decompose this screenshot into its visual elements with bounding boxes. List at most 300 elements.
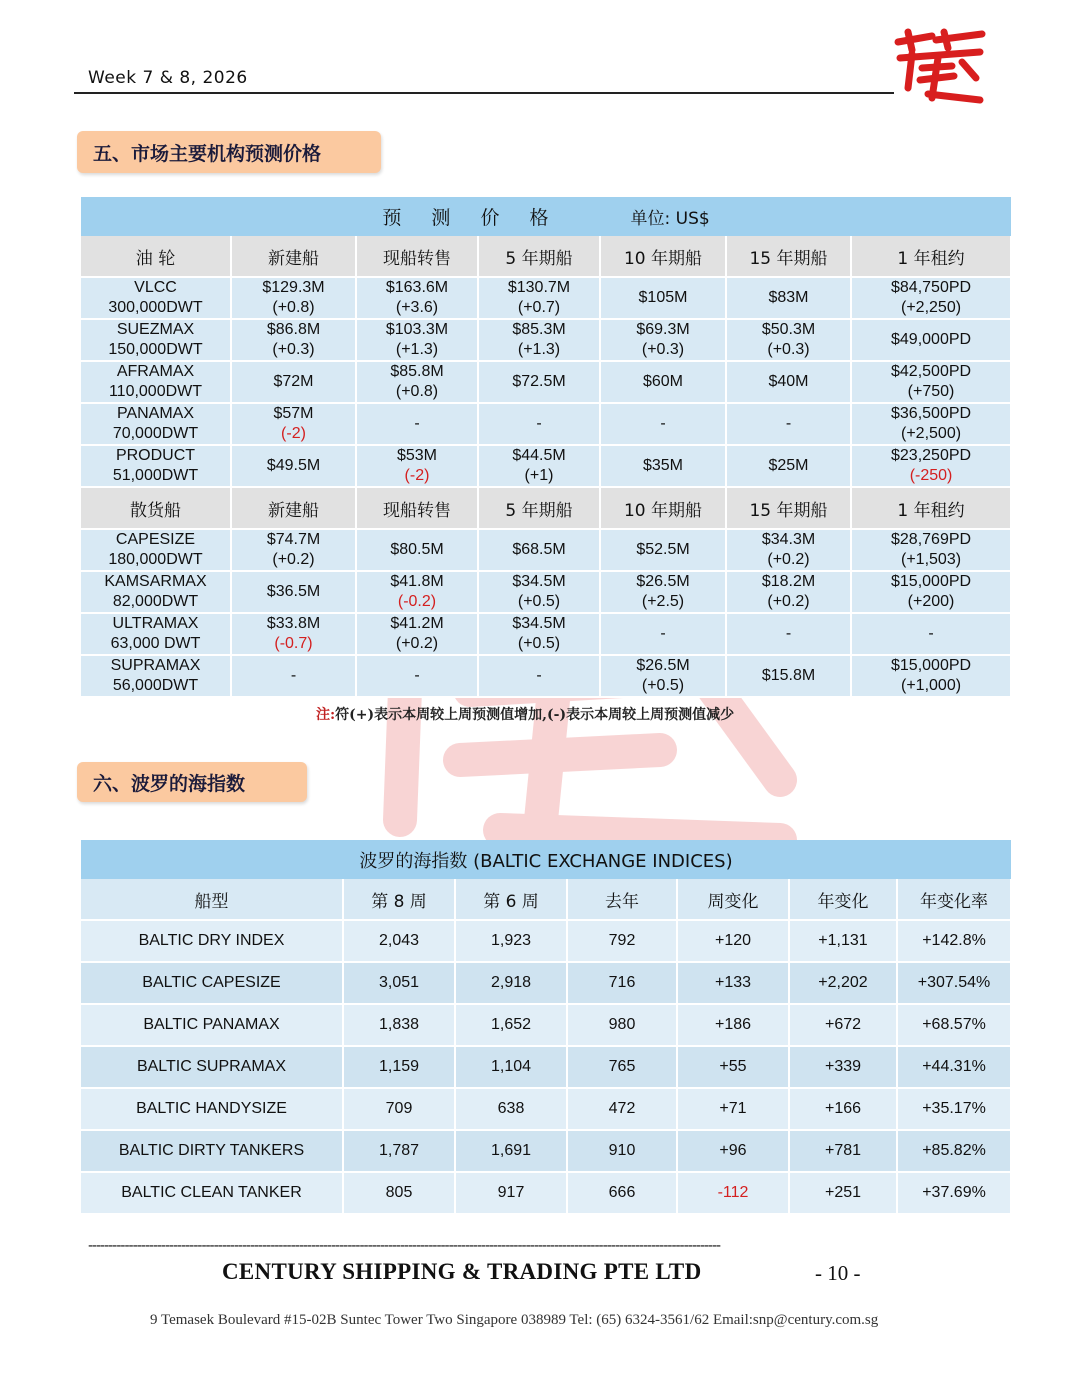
bulk-row [81, 529, 1011, 571]
report-week: Week 7 & 8, 2026 [88, 68, 248, 88]
cell-line: $130.7M [507, 279, 571, 296]
cell-line: $129.3M [262, 279, 325, 296]
cell-line: +672 [824, 1016, 862, 1033]
table-cell [455, 1172, 567, 1214]
cell-line: 472 [608, 1100, 636, 1117]
cell-line: BALTIC DIRTY TANKERS [118, 1142, 305, 1159]
table-cell [897, 1004, 1011, 1046]
cell-line: 1,787 [378, 1142, 420, 1159]
table-cell [356, 529, 478, 571]
cell-line: $35M [642, 457, 684, 474]
table-cell [231, 655, 356, 697]
cell-line: $26.5M [636, 657, 690, 674]
table-cell [851, 529, 1011, 571]
table-cell [567, 1046, 677, 1088]
column-header [600, 487, 726, 529]
cell-line: (-2) [404, 467, 430, 484]
column-header [851, 236, 1011, 277]
table-cell [478, 277, 600, 319]
cell-line: $41.2M [390, 615, 444, 632]
cell-line: +68.57% [922, 1016, 986, 1033]
table-cell [231, 529, 356, 571]
table-cell [726, 613, 851, 655]
cell-line: $103.3M [385, 321, 449, 338]
cell-line: $44.5M [512, 447, 566, 464]
baltic-row [81, 962, 1011, 1004]
cell-line: (+0.3) [272, 341, 315, 358]
cell-line: (+1.3) [395, 341, 439, 358]
table-cell [600, 655, 726, 697]
column-header [478, 487, 600, 529]
table-cell [677, 1046, 789, 1088]
cell-line: $68.5M [512, 541, 566, 558]
company-logo-icon [892, 28, 988, 104]
column-header [851, 487, 1011, 529]
table-cell [478, 613, 600, 655]
table-cell [81, 962, 343, 1004]
table-cell [478, 571, 600, 613]
cell-line: 第 8 周 [371, 891, 427, 912]
tanker-row [81, 319, 1011, 361]
cell-line: $80.5M [390, 541, 444, 558]
cell-line: $53M [396, 447, 438, 464]
cell-line: (+200) [907, 593, 955, 610]
table-cell [726, 403, 851, 445]
table-cell [600, 613, 726, 655]
tanker-row [81, 403, 1011, 445]
tanker-row [81, 361, 1011, 403]
cell-line: CAPESIZE [115, 531, 196, 548]
bulk-header-row [81, 487, 1011, 529]
table-cell [455, 1130, 567, 1172]
table-cell [81, 655, 231, 697]
cell-line: SUPRAMAX [110, 657, 201, 674]
cell-line: BALTIC PANAMAX [143, 1016, 280, 1033]
company-address: 9 Temasek Boulevard #15-02B Suntec Tower Two Singapore 038989 Tel: (65) 6324-3561/62 Email:snp@century.com.sg [150, 1312, 879, 1328]
cell-line: BALTIC CAPESIZE [142, 974, 281, 991]
cell-line: 805 [385, 1184, 413, 1201]
cell-line: (+0.3) [641, 341, 685, 358]
table-cell [677, 962, 789, 1004]
cell-line: 2,043 [378, 932, 420, 949]
cell-line: $40M [768, 373, 809, 390]
cell-line: - [536, 667, 542, 684]
table-cell [851, 445, 1011, 487]
cell-line: 2,918 [490, 974, 532, 991]
column-header [81, 236, 231, 277]
cell-line: (-2) [281, 425, 306, 442]
table-cell [726, 571, 851, 613]
table-cell [567, 1172, 677, 1214]
table-cell [455, 962, 567, 1004]
cell-line: - [536, 415, 542, 432]
cell-line: $18.2M [761, 573, 816, 590]
cell-line: $33.8M [266, 615, 321, 632]
table-cell [81, 571, 231, 613]
cell-line: (-250) [909, 467, 953, 484]
header-rule [74, 92, 894, 94]
cell-line: 1 年租约 [897, 500, 965, 521]
table-cell [677, 920, 789, 962]
column-header [600, 236, 726, 277]
table-cell [81, 445, 231, 487]
cell-line: $23,250PD [891, 447, 972, 464]
table-cell [789, 962, 897, 1004]
table-cell [789, 1172, 897, 1214]
table-cell [343, 1088, 455, 1130]
cell-line: 51,000DWT [112, 467, 199, 484]
table-cell [231, 361, 356, 403]
cell-line: 980 [608, 1016, 636, 1033]
cell-line: +37.69% [922, 1184, 986, 1201]
table-cell [726, 277, 851, 319]
cell-line: BALTIC SUPRAMAX [136, 1058, 287, 1075]
cell-line: 10 年期船 [623, 500, 703, 521]
cell-line: (+0.8) [272, 299, 315, 316]
cell-line: 新建船 [268, 500, 319, 521]
cell-line: $72M [273, 373, 314, 390]
table-cell [789, 1046, 897, 1088]
bulk-row [81, 571, 1011, 613]
cell-line: 船型 [194, 891, 229, 912]
bulk-row [81, 613, 1011, 655]
cell-line: 709 [385, 1100, 413, 1117]
cell-line: - [414, 667, 420, 684]
cell-line: SUEZMAX [116, 321, 195, 338]
cell-line: $34.3M [761, 531, 816, 548]
table-cell [897, 962, 1011, 1004]
column-header [726, 236, 851, 277]
cell-line: PANAMAX [116, 405, 195, 422]
table-cell [726, 655, 851, 697]
cell-line: $15,000PD [891, 573, 972, 590]
cell-line: +96 [719, 1142, 747, 1159]
cell-line: $28,769PD [891, 531, 972, 548]
cell-line: 70,000DWT [112, 425, 199, 442]
cell-line: 1,159 [378, 1058, 420, 1075]
note-prefix: 注: [316, 707, 336, 723]
table-cell [81, 277, 231, 319]
cell-line: $25M [768, 457, 809, 474]
cell-line: $69.3M [636, 321, 690, 338]
cell-line: 周变化 [707, 891, 759, 912]
cell-line: $72.5M [512, 373, 566, 390]
table-cell [789, 1088, 897, 1130]
table-cell [897, 1130, 1011, 1172]
table-cell [81, 613, 231, 655]
cell-line: - [414, 415, 420, 432]
column-header [726, 487, 851, 529]
cell-line: VLCC [134, 279, 177, 296]
baltic-row [81, 1004, 1011, 1046]
cell-line: - [660, 625, 666, 642]
column-header [789, 879, 897, 920]
cell-line: +71 [719, 1100, 747, 1117]
table-cell [567, 1004, 677, 1046]
cell-line: 792 [608, 932, 636, 949]
cell-line: +186 [714, 1016, 752, 1033]
cell-line: 82,000DWT [112, 593, 199, 610]
cell-line: $86.8M [266, 321, 321, 338]
cell-line: 1,104 [490, 1058, 532, 1075]
cell-line: - [928, 625, 934, 642]
column-header [677, 879, 789, 920]
cell-line: +133 [714, 974, 752, 991]
cell-line: $49.5M [266, 457, 321, 474]
bulk-row [81, 655, 1011, 697]
cell-line: 666 [608, 1184, 636, 1201]
table-cell [677, 1088, 789, 1130]
table-cell [231, 445, 356, 487]
table-cell [789, 1130, 897, 1172]
table-cell [851, 571, 1011, 613]
cell-line: 5 年期船 [505, 500, 573, 521]
cell-line: (+1,000) [901, 677, 962, 694]
forecast-note [316, 704, 734, 724]
table-cell [81, 1130, 343, 1172]
cell-line: +339 [824, 1058, 862, 1075]
cell-line: (+1,503) [901, 551, 962, 568]
cell-line: - [660, 415, 666, 432]
cell-line: $36.5M [266, 583, 321, 600]
cell-line: 1 年租约 [897, 248, 965, 269]
cell-line: $26.5M [636, 573, 690, 590]
cell-line: $83M [768, 289, 809, 306]
column-header [356, 487, 478, 529]
table-cell [567, 1130, 677, 1172]
cell-line: (+0.5) [517, 635, 561, 652]
table-cell [851, 613, 1011, 655]
table-cell [677, 1004, 789, 1046]
table-cell [81, 1046, 343, 1088]
cell-line: (+0.7) [517, 299, 561, 316]
tanker-header-row [81, 236, 1011, 277]
table-cell [726, 445, 851, 487]
cell-line: 10 年期船 [623, 248, 703, 269]
cell-line: +55 [719, 1058, 747, 1075]
table-cell [851, 655, 1011, 697]
cell-line: $85.3M [512, 321, 566, 338]
table-cell [356, 613, 478, 655]
cell-line: (+2,250) [901, 299, 962, 316]
cell-line: $34.5M [512, 573, 566, 590]
table-cell [455, 1046, 567, 1088]
cell-line: - [785, 415, 792, 432]
cell-line: 910 [608, 1142, 636, 1159]
cell-line: BALTIC HANDYSIZE [136, 1100, 287, 1117]
cell-line: - [290, 667, 297, 684]
tanker-row [81, 445, 1011, 487]
section-five-heading: 五、市场主要机构预测价格 [77, 131, 381, 173]
table-cell [897, 1046, 1011, 1088]
baltic-row [81, 920, 1011, 962]
table-cell [478, 655, 600, 697]
column-header [81, 487, 231, 529]
table-cell [231, 571, 356, 613]
cell-line: 新建船 [268, 248, 319, 269]
cell-line: +35.17% [922, 1100, 986, 1117]
cell-line: $52.5M [636, 541, 690, 558]
cell-line: KAMSARMAX [104, 573, 207, 590]
cell-line: 油 轮 [135, 248, 176, 269]
table-cell [478, 361, 600, 403]
column-header [478, 236, 600, 277]
cell-line: 110,000DWT [108, 383, 203, 400]
section-six-heading: 六、波罗的海指数 [77, 762, 307, 802]
cell-line: ULTRAMAX [112, 615, 199, 632]
cell-line: $15,000PD [891, 657, 972, 674]
cell-line: AFRAMAX [116, 363, 195, 380]
table-cell [356, 277, 478, 319]
cell-line: (+0.2) [272, 551, 315, 568]
table-cell [343, 1046, 455, 1088]
cell-line: 1,923 [490, 932, 532, 949]
cell-line: 1,838 [378, 1016, 420, 1033]
table-cell [600, 529, 726, 571]
cell-line: 716 [608, 974, 636, 991]
table-cell [600, 361, 726, 403]
table-cell [478, 403, 600, 445]
cell-line: - [785, 625, 792, 642]
table-cell [231, 319, 356, 361]
cell-line: (+0.8) [395, 383, 439, 400]
table-cell [343, 920, 455, 962]
table-cell [81, 920, 343, 962]
table-cell [343, 962, 455, 1004]
column-header [356, 236, 478, 277]
cell-line: 180,000DWT [108, 551, 203, 568]
cell-line: 散货船 [130, 500, 181, 521]
table-cell [897, 1172, 1011, 1214]
column-header [567, 879, 677, 920]
cell-line: +251 [824, 1184, 862, 1201]
cell-line: +120 [714, 932, 752, 949]
table-cell [356, 655, 478, 697]
cell-line: $105M [638, 289, 688, 306]
baltic-row [81, 1088, 1011, 1130]
cell-line: (+2,500) [901, 425, 962, 442]
cell-line: $42,500PD [891, 363, 972, 380]
cell-line: 15 年期船 [749, 500, 828, 521]
table-cell [726, 361, 851, 403]
table-cell [677, 1172, 789, 1214]
table-cell [81, 319, 231, 361]
cell-line: 5 年期船 [505, 248, 573, 269]
table-cell [851, 277, 1011, 319]
column-header [81, 879, 343, 920]
cell-line: (+0.2) [767, 593, 810, 610]
table-cell [356, 319, 478, 361]
baltic-row [81, 1046, 1011, 1088]
cell-line: 150,000DWT [108, 341, 203, 358]
cell-line: +307.54% [917, 974, 991, 991]
cell-line: +166 [824, 1100, 862, 1117]
cell-line: 638 [497, 1100, 525, 1117]
table-cell [356, 361, 478, 403]
cell-line: 1,691 [490, 1142, 532, 1159]
table-cell [726, 529, 851, 571]
cell-line: $50.3M [761, 321, 816, 338]
table-cell [231, 277, 356, 319]
table-cell [455, 1004, 567, 1046]
cell-line: 现船转售 [383, 248, 451, 269]
cell-line: (+0.5) [641, 677, 685, 694]
forecast-unit: 单位: US$ [630, 209, 710, 229]
table-cell [478, 529, 600, 571]
cell-line: (+2.5) [641, 593, 685, 610]
cell-line: (+1) [524, 467, 554, 484]
table-cell [478, 319, 600, 361]
page-number: - 10 - [815, 1261, 861, 1285]
cell-line: (+3.6) [395, 299, 439, 316]
cell-line: -112 [717, 1184, 749, 1201]
cell-line: 现船转售 [383, 500, 451, 521]
cell-line: +142.8% [922, 932, 986, 949]
cell-line: $163.6M [385, 279, 449, 296]
cell-line: 年变化率 [920, 891, 988, 912]
cell-line: +85.82% [922, 1142, 986, 1159]
cell-line: (-0.2) [397, 593, 437, 610]
table-cell [897, 1088, 1011, 1130]
table-cell [567, 962, 677, 1004]
table-cell [231, 403, 356, 445]
table-cell [455, 1088, 567, 1130]
forecast-title-bar [81, 197, 1011, 236]
table-cell [81, 1004, 343, 1046]
cell-line: (+0.3) [767, 341, 810, 358]
table-cell [455, 920, 567, 962]
cell-line: $49,000PD [891, 331, 972, 348]
cell-line: $15.8M [761, 667, 816, 684]
cell-line: BALTIC DRY INDEX [138, 932, 285, 949]
table-cell [897, 920, 1011, 962]
table-cell [356, 571, 478, 613]
cell-line: $74.7M [266, 531, 321, 548]
table-cell [851, 403, 1011, 445]
company-name: CENTURY SHIPPING & TRADING PTE LTD [222, 1259, 702, 1284]
cell-line: (+0.2) [767, 551, 810, 568]
note-text: 符(+)表示本周较上周预测值增加,(-)表示本周较上周预测值减少 [335, 707, 735, 723]
cell-line: $57M [273, 405, 314, 422]
cell-line: $36,500PD [891, 405, 972, 422]
cell-line: 1,652 [490, 1016, 532, 1033]
column-header [343, 879, 455, 920]
table-cell [81, 403, 231, 445]
cell-line: $85.8M [390, 363, 444, 380]
column-header [231, 487, 356, 529]
column-header [455, 879, 567, 920]
table-cell [81, 529, 231, 571]
table-cell [567, 920, 677, 962]
cell-line: (-0.7) [274, 635, 313, 652]
table-cell [726, 319, 851, 361]
cell-line: $84,750PD [891, 279, 972, 296]
cell-line: BALTIC CLEAN TANKER [121, 1184, 302, 1201]
cell-line: PRODUCT [115, 447, 196, 464]
cell-line: 63,000 DWT [110, 635, 201, 652]
cell-line: +44.31% [922, 1058, 986, 1075]
table-cell [356, 403, 478, 445]
footer-divider: ------------------------------------------------------------------------------------------------------------------------------------------------------------ [88, 1238, 721, 1254]
table-cell [851, 319, 1011, 361]
table-cell [343, 1172, 455, 1214]
table-cell [851, 361, 1011, 403]
column-header [231, 236, 356, 277]
baltic-row [81, 1130, 1011, 1172]
table-cell [600, 277, 726, 319]
column-header [897, 879, 1011, 920]
cell-line: (+750) [907, 383, 955, 400]
